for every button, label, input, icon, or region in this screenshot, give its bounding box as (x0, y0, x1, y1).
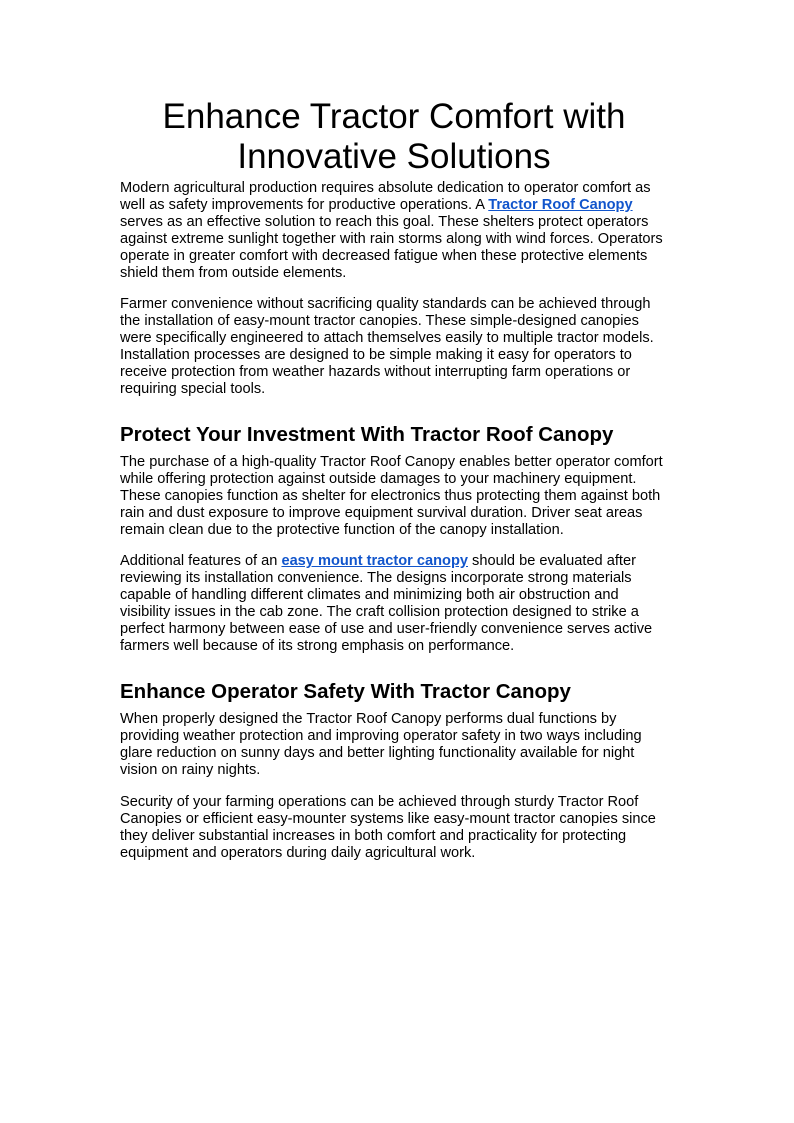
intro-p1-text-after: serves as an effective solution to reach this goal. These shelters protect operators against extreme sunlight together with rain storms along with wind forces. Operators operate in greater comfort with decreased fatigue when these protective elements shield them from outside elements. (120, 214, 663, 281)
protect-investment-heading: Protect Your Investment With Tractor Roof Canopy (120, 423, 614, 446)
tractor-roof-canopy-link[interactable]: Tractor Roof Canopy (488, 197, 633, 213)
intro-p1-text-before: Modern agricultural production requires absolute dedication to operator comfort as well as safety improvements for productive operations. A (120, 180, 651, 213)
operator-safety-heading: Enhance Operator Safety With Tractor Canopy (120, 680, 571, 703)
protect-p2-text-after: should be evaluated after reviewing its installation convenience. The designs incorporate strong materials capable of handling different climates and minimizing both air obstruction and visibility issues in the cab zone. The craft collision protection designed to strike a perfect harmony between ease of use and user-friendly convenience serves active farmers well because of its strong emphasis on performance. (120, 553, 653, 654)
safety-paragraph-2: Security of your farming operations can be achieved through sturdy Tractor Roof Canopies or efficient easy-mounter systems like easy-mount tractor canopies since they deliver substantial increases in both comfort and practicality for protecting equipment and operators during daily agricultural work. (120, 794, 656, 861)
page-title-line-2: Innovative Solutions (237, 137, 551, 176)
safety-paragraph-1: When properly designed the Tractor Roof Canopy performs dual functions by providing weather protection and improving operator safety in two ways including glare reduction on sunny days and better lighting functionality available for night vision on rainy nights. (120, 711, 642, 778)
page-title (80, 97, 708, 177)
easy-mount-tractor-canopy-link[interactable]: easy mount tractor canopy (281, 553, 468, 569)
intro-paragraph-2: Farmer convenience without sacrificing quality standards can be achieved through the installation of easy-mount tractor canopies. These simple-designed canopies were specifically engineered to attach themselves easily to multiple tractor models. Installation processes are designed to be simple making it easy for operators to receive protection from weather hazards without interrupting farm operations or requiring special tools. (120, 296, 654, 397)
page-title-line-1: Enhance Tractor Comfort with (162, 97, 626, 136)
protect-p2-text-before: Additional features of an (120, 553, 282, 569)
protect-paragraph-2 (120, 553, 672, 655)
protect-paragraph-1: The purchase of a high-quality Tractor Roof Canopy enables better operator comfort while offering protection against outside damages to your machinery equipment. These canopies function as shelter for electronics thus protecting them against both rain and dust exposure to improve equipment survival duration. Driver seat areas remain clean due to the protective function of the canopy installation. (120, 454, 663, 538)
intro-paragraph-1 (120, 180, 672, 282)
